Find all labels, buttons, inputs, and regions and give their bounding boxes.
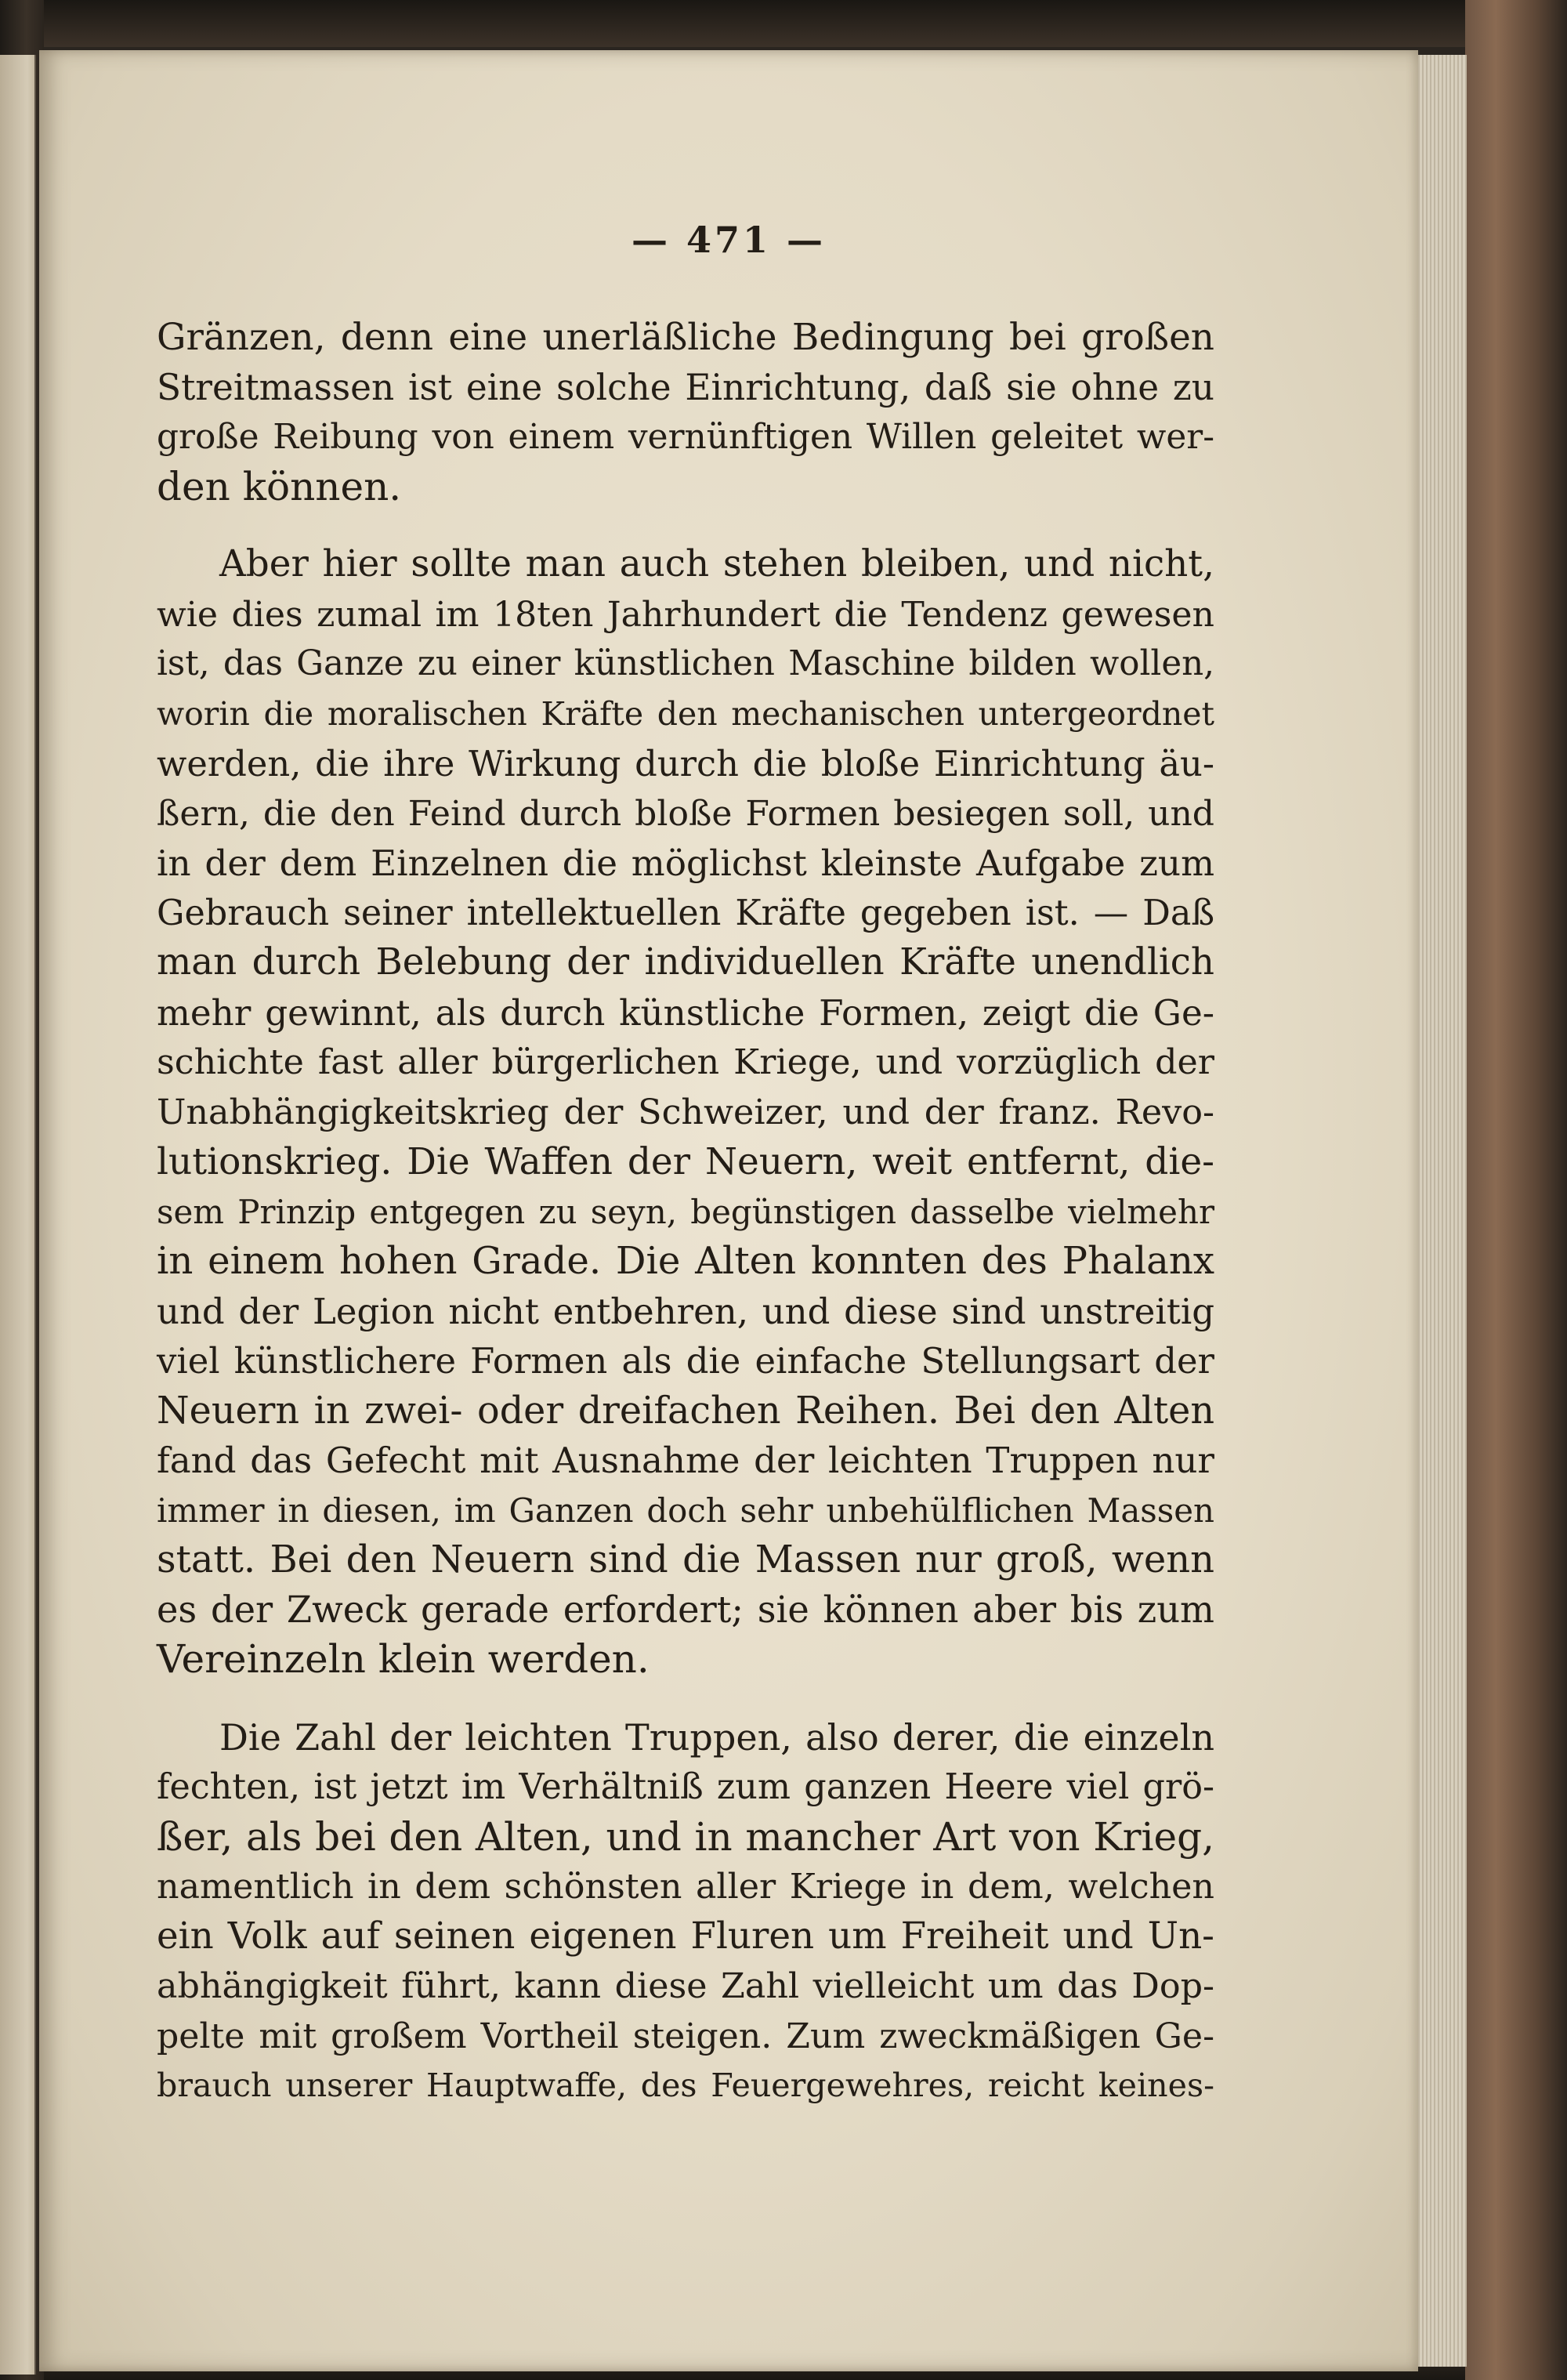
text-line: Aber hier sollte man auch stehen bleiben, und nicht, — [219, 543, 1214, 585]
page-number-header: — 471 — — [631, 219, 827, 261]
text-line: Gebrauch seiner intellektuellen Kräfte gegeben ist. — Daß — [157, 893, 1214, 933]
text-line: Unabhängigkeitskrieg der Schweizer, und der franz. Revo- — [157, 1092, 1214, 1132]
text-line: ßern, die den Feind durch bloße Formen besiegen soll, und — [157, 793, 1214, 834]
text-line: den können. — [157, 463, 402, 509]
text-line: ist, das Ganze zu einer künstlichen Maschine bilden wollen, — [157, 644, 1214, 683]
text-line: Gränzen, denn eine unerläßliche Bedingung bei großen — [157, 316, 1214, 359]
text-line: sem Prinzip entgegen zu seyn, begünstigen dasselbe vielmehr — [157, 1192, 1214, 1231]
text-line: große Reibung von einem vernünftigen Willen geleitet wer- — [157, 417, 1214, 457]
text-line: und der Legion nicht entbehren, und diese sind unstreitig — [157, 1290, 1214, 1332]
book-binding-top — [0, 0, 1567, 47]
text-line: Vereinzeln klein werden. — [157, 1636, 650, 1682]
book-cover-edge-right — [1465, 0, 1567, 2380]
text-line: immer in diesen, im Ganzen doch sehr unbehülflichen Massen — [157, 1491, 1214, 1530]
text-line: werden, die ihre Wirkung durch die bloße Einrichtung äu- — [157, 743, 1214, 784]
text-line: in der dem Einzelnen die möglichst kleinste Aufgabe zum — [157, 842, 1214, 884]
text-line: schichte fast aller bürgerlichen Kriege, und vorzüglich der — [157, 1042, 1214, 1082]
text-line: in einem hohen Grade. Die Alten konnten des Phalanx — [157, 1239, 1214, 1283]
text-line: mehr gewinnt, als durch künstliche Formen, zeigt die Ge- — [157, 991, 1214, 1034]
text-line: Die Zahl der leichten Truppen, also derer, die einzeln — [219, 1715, 1214, 1759]
text-line: Neuern in zwei- oder dreifachen Reihen. Bei den Alten — [157, 1389, 1214, 1433]
book-page — [39, 50, 1418, 2371]
text-line: wie dies zumal im 18ten Jahrhundert die Tendenz gewesen — [157, 594, 1214, 635]
previous-page-edge — [0, 55, 36, 2375]
text-line: fand das Gefecht mit Ausnahme der leichten Truppen nur — [157, 1440, 1214, 1481]
text-line: ßer, als bei den Alten, und in mancher Art von Krieg, — [157, 1813, 1214, 1860]
text-line: man durch Belebung der individuellen Kräfte unendlich — [157, 941, 1214, 984]
paragraph-3 — [157, 1713, 1214, 2111]
text-line: abhängigkeit führt, kann diese Zahl vielleicht um das Dop- — [157, 1966, 1214, 2006]
text-line: Streitmassen ist eine solche Einrichtung, daß sie ohne zu — [157, 366, 1214, 408]
text-line: ein Volk auf seinen eigenen Fluren um Freiheit und Un- — [157, 1915, 1214, 1958]
paragraph-1 — [157, 313, 1214, 512]
text-line: lutionskrieg. Die Waffen der Neuern, weit entfernt, die- — [157, 1140, 1214, 1183]
text-line: statt. Bei den Neuern sind die Massen nur groß, wenn — [157, 1538, 1214, 1581]
text-line: worin die moralischen Kräfte den mechanischen untergeordnet — [157, 694, 1214, 733]
text-line: fechten, ist jetzt im Verhältniß zum ganzen Heere viel grö- — [157, 1767, 1214, 1807]
text-line: pelte mit großem Vortheil steigen. Zum zweckmäßigen Ge- — [157, 2016, 1214, 2056]
page-stack-edges — [1410, 55, 1467, 2367]
paragraph-2 — [157, 540, 1214, 1685]
text-line: viel künstlichere Formen als die einfache Stellungsart der — [157, 1340, 1214, 1382]
text-line: brauch unserer Hauptwaffe, des Feuergewehres, reicht keines- — [157, 2067, 1214, 2104]
text-line: namentlich in dem schönsten aller Kriege in dem, welchen — [157, 1867, 1214, 1907]
page-body-text — [157, 313, 1214, 2111]
text-line: es der Zweck gerade erfordert; sie können aber bis zum — [157, 1588, 1214, 1631]
